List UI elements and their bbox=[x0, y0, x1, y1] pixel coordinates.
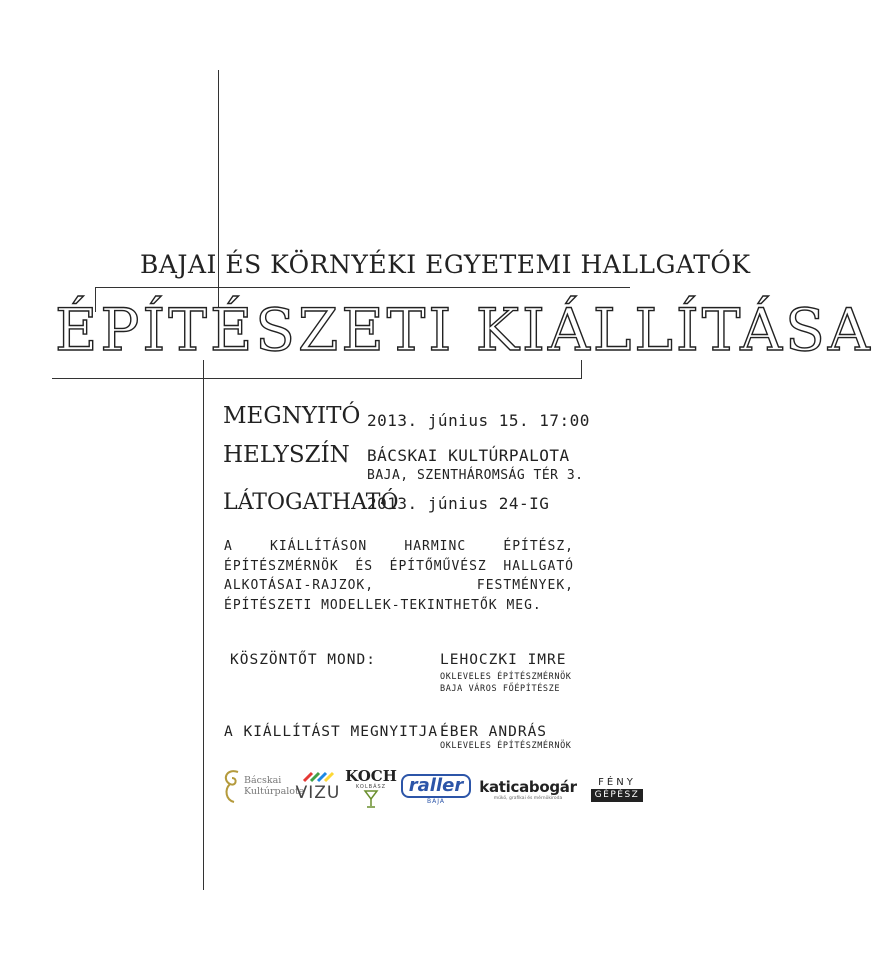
katicabogar-logo bbox=[479, 774, 577, 804]
greeting-title-2: BAJA VÁROS FŐÉPÍTÉSZE bbox=[440, 684, 561, 694]
opening-title: OKLEVELES ÉPÍTÉSZMÉRNÖK bbox=[440, 741, 572, 751]
greeting-label: KÖSZÖNTŐT MOND: bbox=[230, 652, 376, 668]
horizontal-line-top bbox=[95, 287, 630, 288]
raller-text: raller bbox=[408, 774, 464, 796]
vizu-text: VIZU bbox=[295, 783, 341, 803]
vizu-logo bbox=[296, 764, 340, 810]
bacskai-line-1: Bácskai bbox=[244, 775, 282, 786]
info-label-opening: MEGNYITÓ bbox=[223, 403, 361, 429]
gepesz-text: GÉPÉSZ bbox=[591, 789, 644, 802]
description: A KIÁLLÍTÁSON HARMINC ÉPÍTÉSZ, ÉPÍTÉSZMÉRNÖK ÉS ÉPÍTŐMŰVÉSZ HALLGATÓ ALKOTÁSAI-RAJZOK, FESTMÉNYEK, ÉPÍTÉSZETI MODELLEK-TEKINTHETŐK MEG. bbox=[224, 539, 574, 613]
koch-logo bbox=[345, 764, 397, 812]
vizu-mark-icon bbox=[302, 771, 334, 783]
swirl-icon bbox=[220, 766, 242, 806]
page-title: ÉPÍTÉSZETI KIÁLLÍTÁSA bbox=[55, 296, 873, 364]
katicabogar-sub: műkö, grafikai és mérnökiroda bbox=[493, 795, 563, 801]
katicabogar-text: katicabogár bbox=[479, 777, 577, 796]
raller-logo bbox=[398, 768, 474, 810]
greeting-name: LEHOCZKI IMRE bbox=[440, 652, 567, 668]
feny-gepesz-logo bbox=[584, 774, 650, 804]
vertical-line-lower bbox=[203, 360, 204, 890]
info-label-venue: HELYSZÍN bbox=[223, 442, 350, 468]
greeting-title-1: OKLEVELES ÉPÍTÉSZMÉRNÖK bbox=[440, 672, 572, 682]
bacskai-kulturpalota-logo bbox=[220, 762, 305, 810]
horizontal-line-bottom bbox=[52, 378, 582, 379]
koch-text: KOCH bbox=[345, 766, 397, 785]
subtitle: BAJAI ÉS KÖRNYÉKI EGYETEMI HALLGATÓK bbox=[140, 250, 751, 279]
info-value-opening: 2013. június 15. 17:00 bbox=[367, 411, 590, 430]
info-value-venue: BÁCSKAI KULTÚRPALOTA bbox=[367, 446, 570, 465]
opening-label: A KIÁLLÍTÁST MEGNYITJA: bbox=[224, 724, 448, 740]
opening-name: ÉBER ANDRÁS bbox=[440, 724, 548, 740]
bacskai-line-2: Kultúrpalota bbox=[244, 786, 305, 797]
feny-text: FÉNY bbox=[598, 776, 636, 788]
info-label-visiting: LÁTOGATHATÓ bbox=[223, 490, 399, 515]
koch-sub: KOLBÁSZ bbox=[355, 783, 387, 790]
info-value-address: BAJA, SZENTHÁROMSÁG TÉR 3. bbox=[367, 468, 584, 483]
glass-icon bbox=[363, 790, 379, 808]
raller-sub: BAJA bbox=[427, 797, 445, 805]
info-value-visiting: 2013. június 24-IG bbox=[367, 494, 550, 513]
